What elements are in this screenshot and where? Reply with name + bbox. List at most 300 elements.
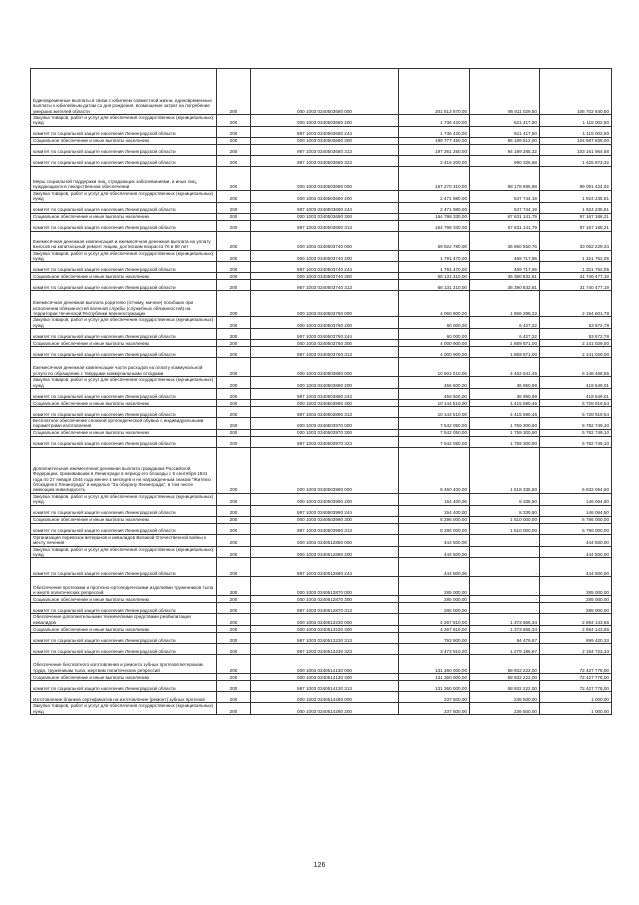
row-executed-amount: 67 631 141,79: [470, 213, 540, 220]
row-approved-amount: 2 416 200,00: [399, 155, 470, 166]
row-executed-amount: -: [470, 546, 540, 558]
table-row: [31, 400, 612, 407]
row-description: комитет по социальной защите населения Ленинградской области: [31, 407, 217, 418]
table-row: [31, 546, 612, 558]
row-description: комитет по социальной защите населения Ленинградской области: [31, 155, 217, 166]
row-code-line: 200: [217, 596, 251, 603]
row-approved-amount: 131 360 000,00: [399, 655, 470, 674]
row-budget-code: 000 1003 0340503990 200: [251, 493, 399, 505]
row-approved-amount: 131 360 000,00: [399, 674, 470, 681]
row-executed-amount: 1 510 000,00: [470, 523, 540, 534]
row-description: комитет по социальной защите населения Ленинградской области: [31, 144, 217, 155]
row-code-line: 200: [217, 429, 251, 436]
row-budget-code: 000 1003 0340503990 300: [251, 516, 399, 523]
row-code-line: 200: [217, 633, 251, 644]
row-budget-code: 000 1003 0340512860 200: [251, 546, 399, 558]
table-row: [31, 231, 612, 250]
row-budget-code: 000 1003 0340503740 200: [251, 250, 399, 262]
row-code-line: 200: [217, 692, 251, 703]
row-unexecuted-amount: 1 924 235,81: [540, 190, 612, 202]
row-description: комитет по социальной защите населения Ленинградской области: [31, 681, 217, 692]
row-unexecuted-amount: 72 427 778,00: [540, 681, 612, 692]
row-approved-amount: 237 500,00: [399, 692, 470, 703]
row-approved-amount: 154 400,00: [399, 493, 470, 505]
row-description: Социальное обеспечение и иные выплаты населению: [31, 213, 217, 220]
row-budget-code: 987 1003 0340503990 244: [251, 505, 399, 516]
row-unexecuted-amount: 72 427 778,00: [540, 674, 612, 681]
row-executed-amount: 36 390 832,81: [470, 280, 540, 291]
row-unexecuted-amount: 699 420,33: [540, 633, 612, 644]
table-row: [31, 436, 612, 447]
row-approved-amount: 444 500,00: [399, 534, 470, 546]
row-unexecuted-amount: 2 141 029,00: [540, 347, 612, 358]
table-row: [31, 329, 612, 340]
row-executed-amount: 990 326,68: [470, 155, 540, 166]
row-approved-amount: 199 777 450,00: [399, 137, 470, 144]
row-budget-code: 987 1003 0340512870 313: [251, 603, 399, 614]
row-executed-amount: 4 415 590,46: [470, 400, 540, 407]
row-code-line: 200: [217, 115, 251, 127]
table-row: [31, 155, 612, 166]
row-unexecuted-amount: 1 115 002,50: [540, 115, 612, 127]
table-row: [31, 614, 612, 626]
row-unexecuted-amount: 1 425 873,32: [540, 155, 612, 166]
row-budget-code: 000 1003 0340503680 000: [251, 69, 399, 115]
row-code-line: 200: [217, 546, 251, 558]
row-approved-amount: 69 922 780,00: [399, 231, 470, 250]
row-budget-code: 000 1003 0340512860 000: [251, 534, 399, 546]
row-unexecuted-amount: 285 000,00: [540, 577, 612, 596]
table-row: [31, 115, 612, 127]
row-budget-code: 987 1003 0340512860 244: [251, 558, 399, 577]
row-code-line: 200: [217, 418, 251, 430]
row-executed-amount: 94 479,67: [470, 633, 540, 644]
row-description: Дополнительная ежемесячная денежная выплата гражданам Российской Федерации, проживавшим в Ленинграде в период его блокады с 8 сентября 1941 года по 27 января 1944 года менее 4 месяцев и не награжденным знаком "Жителю блокадного Ленинграда" и медалью "За оборону Ленинграда", в том числе имеющим инвалидность: [31, 447, 217, 493]
row-code-line: 200: [217, 250, 251, 262]
row-approved-amount: 167 270 310,00: [399, 166, 470, 190]
row-budget-code: 000 1003 0340514130 000: [251, 655, 399, 674]
row-description: комитет по социальной защите населения Ленинградской области: [31, 603, 217, 614]
row-description: Бесплатное обеспечение сложной ортопедической обувью с индивидуальными параметрами изготовления: [31, 418, 217, 430]
row-code-line: 200: [217, 231, 251, 250]
row-unexecuted-amount: 285 000,00: [540, 596, 612, 603]
row-executed-amount: 36 950,99: [470, 389, 540, 400]
row-unexecuted-amount: 1 115 002,50: [540, 126, 612, 137]
row-unexecuted-amount: 6 932 064,50: [540, 447, 612, 493]
row-unexecuted-amount: 5 782 749,10: [540, 418, 612, 430]
row-unexecuted-amount: 444 500,00: [540, 558, 612, 577]
row-budget-code: 000 1003 0340514280 000: [251, 692, 399, 703]
row-approved-amount: 2 471 980,00: [399, 202, 470, 213]
row-budget-code: 000 1003 0340503680 300: [251, 137, 399, 144]
row-description: Обеспечение бесплатного изготовления и ремонта зубных протезов ветеранам труда, труженикам тыла, жертвам политических репрессий: [31, 655, 217, 674]
row-executed-amount: 236 500,00: [470, 703, 540, 715]
row-approved-amount: 4 267 810,00: [399, 626, 470, 633]
row-code-line: 200: [217, 447, 251, 493]
row-approved-amount: 10 144 510,00: [399, 400, 470, 407]
row-code-line: 200: [217, 126, 251, 137]
row-description: комитет по социальной защите населения Ленинградской области: [31, 126, 217, 137]
row-approved-amount: 285 000,00: [399, 596, 470, 603]
table-row: [31, 69, 612, 115]
row-executed-amount: 1 759 300,90: [470, 418, 540, 430]
row-executed-amount: 8 335,50: [470, 493, 540, 505]
row-unexecuted-amount: 444 500,00: [540, 534, 612, 546]
row-description: Закупка товаров, работ и услуг для обеспечения государственных (муниципальных) нужд: [31, 493, 217, 505]
row-approved-amount: 1 791 470,00: [399, 262, 470, 273]
row-approved-amount: 456 500,00: [399, 389, 470, 400]
row-code-line: 200: [217, 400, 251, 407]
row-unexecuted-amount: 104 587 838,00: [540, 137, 612, 144]
table-body: [31, 69, 612, 715]
row-approved-amount: 444 500,00: [399, 546, 470, 558]
row-unexecuted-amount: 285 000,00: [540, 603, 612, 614]
row-budget-code: 000 1003 0340503890 300: [251, 400, 399, 407]
row-budget-code: 987 1003 0340503970 323: [251, 436, 399, 447]
table-row: [31, 280, 612, 291]
row-description: Закупка товаров, работ и услуг для обеспечения государственных (муниципальных) нужд: [31, 546, 217, 558]
row-executed-amount: 36 950,99: [470, 377, 540, 389]
row-budget-code: 000 1003 0340503740 300: [251, 273, 399, 280]
row-unexecuted-amount: 5 728 919,54: [540, 400, 612, 407]
row-approved-amount: 793 900,00: [399, 633, 470, 644]
table-row: [31, 137, 612, 144]
row-approved-amount: 10 144 510,00: [399, 407, 470, 418]
table-row: [31, 644, 612, 655]
row-approved-amount: 456 500,00: [399, 377, 470, 389]
row-unexecuted-amount: 444 500,00: [540, 546, 612, 558]
row-budget-code: 000 1003 0340503890 000: [251, 358, 399, 377]
row-executed-amount: 1 759 300,90: [470, 429, 540, 436]
row-description: Ежемесячная денежная компенсация части расходов на оплату коммунальной услуги по обращению с твердыми коммунальными отходами: [31, 358, 217, 377]
row-code-line: 200: [217, 340, 251, 347]
table-row: [31, 202, 612, 213]
row-code-line: 200: [217, 505, 251, 516]
row-executed-amount: 4 415 590,46: [470, 407, 540, 418]
table-row: [31, 655, 612, 674]
row-description: Социальное обеспечение и иные выплаты населению: [31, 273, 217, 280]
row-budget-code: 000 1003 0340503760 000: [251, 291, 399, 317]
table-row: [31, 166, 612, 190]
row-code-line: 200: [217, 603, 251, 614]
row-description: Социальное обеспечение и иные выплаты населению: [31, 626, 217, 633]
row-approved-amount: 68 131 310,00: [399, 280, 470, 291]
row-budget-code: 000 1003 0340503970 300: [251, 429, 399, 436]
row-budget-code: 000 1003 0340513230 300: [251, 626, 399, 633]
row-code-line: 200: [217, 516, 251, 523]
row-approved-amount: 164 798 330,00: [399, 213, 470, 220]
table-row: [31, 626, 612, 633]
row-executed-amount: 469 717,95: [470, 250, 540, 262]
row-budget-code: 987 1003 0340503760 313: [251, 347, 399, 358]
row-budget-code: 000 1003 0340512870 300: [251, 596, 399, 603]
row-executed-amount: 58 932 222,00: [470, 674, 540, 681]
row-unexecuted-amount: 1 321 752,05: [540, 262, 612, 273]
row-unexecuted-amount: 1 000,00: [540, 692, 612, 703]
row-code-line: 200: [217, 674, 251, 681]
row-executed-amount: -: [470, 558, 540, 577]
row-code-line: 200: [217, 534, 251, 546]
row-description: Меры социальной поддержки лиц, страдающих заболеваниями, и иных лиц, нуждающихся в лекарственном обеспечении: [31, 166, 217, 190]
row-description: Закупка товаров, работ и услуг для обеспечения государственных (муниципальных) нужд: [31, 250, 217, 262]
row-budget-code: 987 1003 0340503690 313: [251, 220, 399, 231]
row-unexecuted-amount: 2 194 601,78: [540, 291, 612, 317]
row-budget-code: 000 1003 0340503690 000: [251, 166, 399, 190]
table-row: [31, 429, 612, 436]
table-row: [31, 190, 612, 202]
table-row: [31, 291, 612, 317]
row-description: комитет по социальной защите населения Ленинградской области: [31, 505, 217, 516]
row-description: Закупка товаров, работ и услуг для обеспечения государственных (муниципальных) нужд: [31, 317, 217, 329]
row-approved-amount: 7 542 050,00: [399, 436, 470, 447]
row-approved-amount: 10 601 010,00: [399, 358, 470, 377]
row-code-line: 200: [217, 347, 251, 358]
row-code-line: 200: [217, 558, 251, 577]
row-code-line: 200: [217, 493, 251, 505]
row-executed-amount: 36 390 832,81: [470, 273, 540, 280]
row-description: Социальное обеспечение и иные выплаты населению: [31, 137, 217, 144]
row-approved-amount: 60 000,00: [399, 329, 470, 340]
row-budget-code: 987 1003 0340503890 313: [251, 407, 399, 418]
row-executed-amount: 36 860 550,76: [470, 231, 540, 250]
row-code-line: 200: [217, 317, 251, 329]
row-approved-amount: 131 360 000,00: [399, 681, 470, 692]
row-unexecuted-amount: 1 321 752,05: [540, 250, 612, 262]
table-row: [31, 603, 612, 614]
row-unexecuted-amount: 97 167 188,21: [540, 213, 612, 220]
table-row: [31, 407, 612, 418]
row-approved-amount: 4 267 810,00: [399, 614, 470, 626]
row-approved-amount: 8 296 000,00: [399, 523, 470, 534]
table-row: [31, 377, 612, 389]
table-row: [31, 126, 612, 137]
table-row: [31, 674, 612, 681]
row-approved-amount: 7 542 050,00: [399, 429, 470, 436]
row-description: комитет по социальной защите населения Ленинградской области: [31, 558, 217, 577]
table-row: [31, 558, 612, 577]
row-description: комитет по социальной защите населения Ленинградской области: [31, 220, 217, 231]
row-executed-amount: 1 759 300,90: [470, 436, 540, 447]
table-row: [31, 358, 612, 377]
row-description: Закупка товаров, работ и услуг для обеспечения государственных (муниципальных) нужд: [31, 115, 217, 127]
row-budget-code: 000 1003 0340514130 300: [251, 674, 399, 681]
table-row: [31, 633, 612, 644]
row-executed-amount: 6 427,22: [470, 329, 540, 340]
row-unexecuted-amount: 53 572,78: [540, 329, 612, 340]
row-approved-amount: 2 471 980,00: [399, 190, 470, 202]
row-description: комитет по социальной защите населения Ленинградской области: [31, 329, 217, 340]
row-executed-amount: 4 452 541,45: [470, 358, 540, 377]
row-description: Изготовление бланков сертификатов на изготовление (ремонт) зубных протезов: [31, 692, 217, 703]
row-budget-code: 000 1003 0340503890 200: [251, 377, 399, 389]
row-description: Социальное обеспечение и иные выплаты населению: [31, 674, 217, 681]
row-unexecuted-amount: 31 740 477,19: [540, 280, 612, 291]
row-executed-amount: 68 178 885,98: [470, 166, 540, 190]
table-row: [31, 703, 612, 715]
row-unexecuted-amount: 6 148 468,55: [540, 358, 612, 377]
table-row: [31, 516, 612, 523]
row-budget-code: 987 1003 0340503690 244: [251, 202, 399, 213]
row-description: Социальное обеспечение и иные выплаты населению: [31, 596, 217, 603]
row-description: Закупка товаров, работ и услуг для обеспечения государственных (муниципальных) нужд: [31, 377, 217, 389]
row-budget-code: 000 1003 0340503680 200: [251, 115, 399, 127]
row-budget-code: 987 1003 0340503990 313: [251, 523, 399, 534]
table-row: [31, 250, 612, 262]
row-budget-code: 987 1003 0340513230 313: [251, 633, 399, 644]
row-executed-amount: 469 717,95: [470, 262, 540, 273]
row-description: комитет по социальной защите населения Ленинградской области: [31, 436, 217, 447]
row-budget-code: 000 1003 0340503690 200: [251, 190, 399, 202]
row-description: Единовременные выплаты в связи с юбилеем совместной жизни, единовременные выплаты к юбилейным датам со дня рождения, возмещение затрат на погребение умерших жителей области: [31, 69, 217, 115]
row-description: Закупка товаров, работ и услуг для обеспечения государственных (муниципальных) нужд: [31, 190, 217, 202]
row-budget-code: 000 1003 0340503990 000: [251, 447, 399, 493]
row-code-line: 200: [217, 614, 251, 626]
row-executed-amount: 236 500,00: [470, 692, 540, 703]
row-code-line: 200: [217, 703, 251, 715]
row-approved-amount: 8 450 400,00: [399, 447, 470, 493]
table-row: [31, 389, 612, 400]
table-row: [31, 493, 612, 505]
row-code-line: 200: [217, 291, 251, 317]
row-code-line: 200: [217, 220, 251, 231]
table-row: [31, 681, 612, 692]
row-approved-amount: 3 473 910,00: [399, 644, 470, 655]
row-budget-code: 000 1003 0340503760 300: [251, 340, 399, 347]
table-row: [31, 418, 612, 430]
row-description: комитет по социальной защите населения Ленинградской области: [31, 280, 217, 291]
row-executed-amount: 621 417,50: [470, 115, 540, 127]
row-approved-amount: 1 736 420,00: [399, 115, 470, 127]
row-executed-amount: -: [470, 534, 540, 546]
row-description: Социальное обеспечение и иные выплаты населению: [31, 340, 217, 347]
row-executed-amount: 621 417,50: [470, 126, 540, 137]
table-row: [31, 144, 612, 155]
row-executed-amount: 58 932 222,00: [470, 655, 540, 674]
row-description: комитет по социальной защите населения Ленинградской области: [31, 347, 217, 358]
row-unexecuted-amount: 5 782 749,10: [540, 436, 612, 447]
row-executed-amount: 547 744,19: [470, 190, 540, 202]
row-code-line: 200: [217, 329, 251, 340]
row-budget-code: 987 1003 0340503740 313: [251, 280, 399, 291]
table-row: [31, 534, 612, 546]
row-executed-amount: 1 373 666,34: [470, 614, 540, 626]
row-description: комитет по социальной защите населения Ленинградской области: [31, 202, 217, 213]
table-row: [31, 317, 612, 329]
row-approved-amount: 1 791 470,00: [399, 250, 470, 262]
row-code-line: 200: [217, 69, 251, 115]
row-code-line: 200: [217, 155, 251, 166]
row-budget-code: 000 1003 0340503740 000: [251, 231, 399, 250]
row-code-line: 200: [217, 389, 251, 400]
page-number: 126: [313, 862, 326, 869]
row-description: Обеспечение дополнительными техническими средствами реабилитации инвалидов: [31, 614, 217, 626]
row-approved-amount: 60 000,00: [399, 317, 470, 329]
row-budget-code: 000 1003 0340514280 200: [251, 703, 399, 715]
row-budget-code: 000 1003 0340512870 000: [251, 577, 399, 596]
row-approved-amount: 4 060 900,00: [399, 291, 470, 317]
budget-table-sheet: [30, 68, 611, 715]
row-code-line: 200: [217, 626, 251, 633]
row-unexecuted-amount: 72 427 778,00: [540, 655, 612, 674]
row-code-line: 200: [217, 273, 251, 280]
row-description: Закупка товаров, работ и услуг для обеспечения государственных (муниципальных) нужд: [31, 703, 217, 715]
row-unexecuted-amount: 31 740 477,19: [540, 273, 612, 280]
row-budget-code: 000 1003 0340503760 200: [251, 317, 399, 329]
row-executed-amount: -: [470, 596, 540, 603]
row-budget-code: 987 1003 0340503680 244: [251, 126, 399, 137]
row-description: комитет по социальной защите населения Ленинградской области: [31, 644, 217, 655]
row-unexecuted-amount: 33 062 229,24: [540, 231, 612, 250]
row-unexecuted-amount: 6 786 000,00: [540, 523, 612, 534]
row-code-line: 200: [217, 436, 251, 447]
table-row: [31, 577, 612, 596]
row-approved-amount: 201 513 670,00: [399, 69, 470, 115]
budget-execution-table: [30, 68, 612, 715]
row-code-line: 200: [217, 358, 251, 377]
row-code-line: 200: [217, 190, 251, 202]
table-row: [31, 523, 612, 534]
row-unexecuted-amount: 5 728 919,54: [540, 407, 612, 418]
table-row: [31, 692, 612, 703]
row-code-line: 200: [217, 213, 251, 220]
row-code-line: 200: [217, 644, 251, 655]
row-executed-amount: 1 279 186,67: [470, 644, 540, 655]
row-unexecuted-amount: 419 549,01: [540, 389, 612, 400]
row-budget-code: 987 1003 0340503740 244: [251, 262, 399, 273]
row-executed-amount: 1 859 871,00: [470, 347, 540, 358]
row-executed-amount: 547 744,19: [470, 202, 540, 213]
row-approved-amount: 444 500,00: [399, 558, 470, 577]
table-row: [31, 273, 612, 280]
row-budget-code: 000 1003 0340513230 000: [251, 614, 399, 626]
row-executed-amount: 95 189 612,00: [470, 137, 540, 144]
row-approved-amount: 164 798 330,00: [399, 220, 470, 231]
row-approved-amount: 285 000,00: [399, 603, 470, 614]
row-code-line: 200: [217, 577, 251, 596]
row-unexecuted-amount: 2 141 029,00: [540, 340, 612, 347]
row-unexecuted-amount: 2 894 143,66: [540, 614, 612, 626]
row-approved-amount: 1 736 420,00: [399, 126, 470, 137]
row-code-line: 200: [217, 681, 251, 692]
row-unexecuted-amount: 2 894 143,66: [540, 626, 612, 633]
row-description: Социальное обеспечение и иные выплаты населению: [31, 400, 217, 407]
row-unexecuted-amount: 1 924 235,81: [540, 202, 612, 213]
table-row: [31, 347, 612, 358]
row-unexecuted-amount: 105 702 640,50: [540, 69, 612, 115]
row-executed-amount: -: [470, 603, 540, 614]
row-description: комитет по социальной защите населения Ленинградской области: [31, 262, 217, 273]
row-executed-amount: 1 518 335,50: [470, 447, 540, 493]
row-executed-amount: 58 932 222,00: [470, 681, 540, 692]
row-code-line: 200: [217, 144, 251, 155]
row-code-line: 200: [217, 166, 251, 190]
row-unexecuted-amount: 1 000,00: [540, 703, 612, 715]
table-row: [31, 213, 612, 220]
row-approved-amount: 7 542 050,00: [399, 418, 470, 430]
row-unexecuted-amount: 2 194 723,33: [540, 644, 612, 655]
row-code-line: 200: [217, 280, 251, 291]
row-description: Социальное обеспечение и иные выплаты населению: [31, 516, 217, 523]
row-unexecuted-amount: 53 572,78: [540, 317, 612, 329]
row-description: комитет по социальной защите населения Ленинградской области: [31, 389, 217, 400]
row-description: Ежемесячная денежная компенсация и ежемесячная денежная выплата на уплату взносов на капитальный ремонт лицам, достигшим возраста 70 и 80 лет: [31, 231, 217, 250]
row-unexecuted-amount: 146 064,50: [540, 505, 612, 516]
row-executed-amount: 6 427,22: [470, 317, 540, 329]
table-row: [31, 262, 612, 273]
row-code-line: 200: [217, 137, 251, 144]
row-executed-amount: 1 866 298,22: [470, 291, 540, 317]
row-executed-amount: -: [470, 577, 540, 596]
